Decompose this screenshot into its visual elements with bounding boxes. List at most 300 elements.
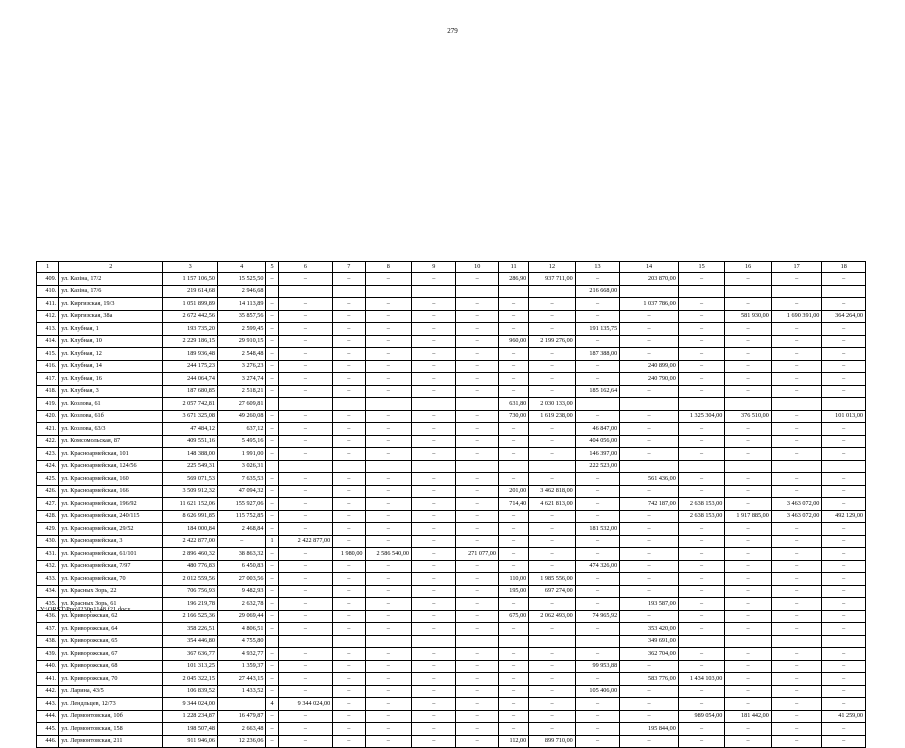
value-cell	[620, 285, 679, 298]
value-cell: –	[822, 610, 866, 623]
value-cell: –	[771, 735, 822, 748]
value-cell: –	[456, 560, 498, 573]
row-number-cell: 446.	[37, 735, 59, 748]
row-number-cell: 412.	[37, 310, 59, 323]
value-cell: –	[529, 423, 576, 436]
value-cell: –	[278, 310, 333, 323]
row-number-cell: 439.	[37, 648, 59, 661]
table-row	[37, 723, 866, 736]
value-cell: –	[678, 448, 725, 461]
value-cell: –	[498, 723, 528, 736]
value-cell: –	[725, 685, 772, 698]
value-cell: –	[365, 598, 412, 611]
value-cell: –	[456, 698, 498, 711]
value-cell: –	[498, 698, 528, 711]
value-cell: 1 228 234,87	[163, 710, 218, 723]
value-cell: 583 776,00	[620, 673, 679, 686]
value-cell: –	[575, 535, 619, 548]
row-number-cell: 411.	[37, 298, 59, 311]
value-cell: –	[620, 685, 679, 698]
value-cell: 240 899,00	[620, 360, 679, 373]
value-cell: –	[822, 598, 866, 611]
row-number-cell: 427.	[37, 498, 59, 511]
value-cell: –	[333, 623, 365, 636]
value-cell: –	[412, 373, 456, 386]
value-cell: –	[822, 523, 866, 536]
value-cell: 1 433,52	[217, 685, 266, 698]
value-cell: –	[333, 310, 365, 323]
value-cell: –	[575, 473, 619, 486]
value-cell: –	[456, 485, 498, 498]
value-cell: –	[456, 473, 498, 486]
value-cell	[278, 635, 333, 648]
value-cell: 3 463 072,00	[771, 510, 822, 523]
value-cell: –	[266, 485, 278, 498]
value-cell: –	[333, 423, 365, 436]
value-cell: –	[498, 360, 528, 373]
value-cell: –	[678, 535, 725, 548]
value-cell: –	[498, 473, 528, 486]
column-number-cell: 7	[333, 262, 365, 273]
value-cell: –	[678, 323, 725, 336]
value-cell: –	[575, 598, 619, 611]
value-cell: –	[456, 710, 498, 723]
value-cell: –	[725, 648, 772, 661]
value-cell: –	[278, 623, 333, 636]
value-cell: 1	[266, 535, 278, 548]
value-cell: –	[412, 735, 456, 748]
row-number-cell: 435.	[37, 598, 59, 611]
value-cell: –	[620, 585, 679, 598]
value-cell: –	[278, 710, 333, 723]
value-cell: –	[498, 373, 528, 386]
value-cell: –	[771, 523, 822, 536]
value-cell: 47 094,32	[217, 485, 266, 498]
row-number-cell: 426.	[37, 485, 59, 498]
value-cell: –	[333, 573, 365, 586]
value-cell: 16 479,87	[217, 710, 266, 723]
value-cell: –	[498, 423, 528, 436]
value-cell: –	[456, 673, 498, 686]
value-cell: 358 226,51	[163, 623, 218, 636]
value-cell: –	[498, 648, 528, 661]
value-cell: –	[529, 435, 576, 448]
value-cell: –	[771, 348, 822, 361]
value-cell: 376 510,00	[725, 410, 772, 423]
value-cell: 2 468,84	[217, 523, 266, 536]
value-cell: –	[365, 435, 412, 448]
value-cell: –	[365, 710, 412, 723]
value-cell: –	[822, 560, 866, 573]
value-cell: –	[365, 648, 412, 661]
value-cell: 3 276,23	[217, 360, 266, 373]
row-number-cell: 415.	[37, 348, 59, 361]
value-cell: 2 045 322,15	[163, 673, 218, 686]
value-cell: –	[333, 385, 365, 398]
value-cell: –	[498, 523, 528, 536]
row-number-cell: 436.	[37, 610, 59, 623]
value-cell: –	[678, 335, 725, 348]
value-cell: –	[278, 548, 333, 561]
value-cell: –	[678, 585, 725, 598]
value-cell: 2 199 276,00	[529, 335, 576, 348]
value-cell: 195 844,00	[620, 723, 679, 736]
value-cell: –	[278, 610, 333, 623]
column-number-cell: 5	[266, 262, 278, 273]
address-cell: ул. Казіна, 17/6	[59, 285, 163, 298]
value-cell: 354 446,80	[163, 635, 218, 648]
value-cell: –	[365, 348, 412, 361]
value-cell: –	[575, 310, 619, 323]
value-cell: 367 636,77	[163, 648, 218, 661]
value-cell: –	[771, 535, 822, 548]
value-cell: –	[771, 710, 822, 723]
value-cell: –	[620, 510, 679, 523]
value-cell: –	[620, 335, 679, 348]
value-cell: –	[365, 523, 412, 536]
value-cell: 27 003,56	[217, 573, 266, 586]
value-cell: –	[365, 660, 412, 673]
address-cell: ул. Лермонтовская, 211	[59, 735, 163, 748]
column-number-cell: 6	[278, 262, 333, 273]
value-cell: –	[456, 423, 498, 436]
address-cell: ул. Красных Зорь, 22	[59, 585, 163, 598]
value-cell: –	[725, 698, 772, 711]
value-cell: –	[822, 448, 866, 461]
value-cell: –	[217, 535, 266, 548]
value-cell: –	[365, 385, 412, 398]
value-cell: 2 599,45	[217, 323, 266, 336]
column-number-cell: 17	[771, 262, 822, 273]
value-cell	[529, 635, 576, 648]
value-cell: –	[365, 360, 412, 373]
value-cell: 2 638 153,00	[678, 510, 725, 523]
value-cell: –	[725, 323, 772, 336]
value-cell: –	[266, 548, 278, 561]
value-cell: –	[529, 598, 576, 611]
value-cell: 99 953,88	[575, 660, 619, 673]
value-cell: –	[822, 323, 866, 336]
value-cell: 4	[266, 698, 278, 711]
table-row	[37, 360, 866, 373]
value-cell: –	[333, 673, 365, 686]
value-cell: 8 626 991,85	[163, 510, 218, 523]
value-cell: 2 057 742,81	[163, 398, 218, 411]
value-cell: –	[822, 360, 866, 373]
value-cell: –	[333, 348, 365, 361]
table-row	[37, 673, 866, 686]
value-cell	[266, 398, 278, 411]
row-number-cell: 419.	[37, 398, 59, 411]
value-cell: –	[456, 598, 498, 611]
value-cell: 581 930,00	[725, 310, 772, 323]
value-cell: –	[266, 498, 278, 511]
value-cell: –	[456, 498, 498, 511]
value-cell: –	[333, 298, 365, 311]
value-cell: –	[278, 498, 333, 511]
value-cell: –	[498, 560, 528, 573]
value-cell: 2 012 559,56	[163, 573, 218, 586]
value-cell: 2 548,48	[217, 348, 266, 361]
value-cell	[620, 460, 679, 473]
value-cell: –	[412, 548, 456, 561]
value-cell: 1 917 885,00	[725, 510, 772, 523]
value-cell: –	[333, 685, 365, 698]
value-cell: –	[771, 548, 822, 561]
value-cell: –	[365, 410, 412, 423]
value-cell: –	[678, 698, 725, 711]
value-cell	[412, 285, 456, 298]
value-cell: –	[771, 435, 822, 448]
value-cell: 27 443,15	[217, 673, 266, 686]
table-row	[37, 635, 866, 648]
value-cell: –	[456, 385, 498, 398]
value-cell: –	[498, 623, 528, 636]
value-cell: –	[333, 498, 365, 511]
value-cell: –	[529, 448, 576, 461]
value-cell: 195,00	[498, 585, 528, 598]
value-cell	[333, 285, 365, 298]
value-cell: –	[266, 685, 278, 698]
value-cell: –	[529, 298, 576, 311]
value-cell: –	[278, 560, 333, 573]
row-number-cell: 409.	[37, 273, 59, 286]
address-cell: ул. Криворожская, 62	[59, 610, 163, 623]
value-cell	[529, 285, 576, 298]
row-number-cell: 425.	[37, 473, 59, 486]
value-cell: –	[725, 335, 772, 348]
value-cell: –	[725, 348, 772, 361]
value-cell: –	[365, 673, 412, 686]
value-cell	[365, 635, 412, 648]
value-cell: 474 326,00	[575, 560, 619, 573]
value-cell: –	[456, 685, 498, 698]
value-cell: 2 062 493,00	[529, 610, 576, 623]
column-number-cell: 15	[678, 262, 725, 273]
row-number-cell: 445.	[37, 723, 59, 736]
row-number-cell: 432.	[37, 560, 59, 573]
value-cell: 742 187,00	[620, 498, 679, 511]
value-cell: 222 523,00	[575, 460, 619, 473]
value-cell: 115 752,85	[217, 510, 266, 523]
table-row	[37, 448, 866, 461]
value-cell: –	[822, 435, 866, 448]
table-row	[37, 648, 866, 661]
value-cell: –	[822, 648, 866, 661]
value-cell: –	[412, 685, 456, 698]
value-cell: 2 166 525,36	[163, 610, 218, 623]
value-cell: 730,00	[498, 410, 528, 423]
value-cell: –	[412, 560, 456, 573]
value-cell: –	[678, 348, 725, 361]
value-cell: –	[456, 373, 498, 386]
table-row	[37, 560, 866, 573]
value-cell: 15 525,50	[217, 273, 266, 286]
column-number-cell: 14	[620, 262, 679, 273]
value-cell: –	[412, 523, 456, 536]
row-number-cell: 422.	[37, 435, 59, 448]
table-row	[37, 460, 866, 473]
value-cell: –	[678, 573, 725, 586]
value-cell: –	[678, 610, 725, 623]
value-cell: –	[725, 610, 772, 623]
value-cell: 3 509 912,32	[163, 485, 218, 498]
value-cell: –	[333, 473, 365, 486]
value-cell: –	[266, 273, 278, 286]
value-cell: –	[333, 735, 365, 748]
row-number-cell: 417.	[37, 373, 59, 386]
value-cell: 225 549,31	[163, 460, 218, 473]
value-cell	[498, 285, 528, 298]
table-row	[37, 273, 866, 286]
value-cell: 6 450,83	[217, 560, 266, 573]
value-cell	[456, 398, 498, 411]
column-number-cell: 13	[575, 262, 619, 273]
value-cell: –	[822, 373, 866, 386]
value-cell: –	[365, 585, 412, 598]
value-cell: –	[620, 660, 679, 673]
table-row	[37, 373, 866, 386]
value-cell: 637,12	[217, 423, 266, 436]
address-cell: ул. Криворожская, 64	[59, 623, 163, 636]
value-cell: –	[822, 473, 866, 486]
value-cell: –	[725, 423, 772, 436]
value-cell: –	[529, 373, 576, 386]
table-row	[37, 735, 866, 748]
value-cell: –	[412, 423, 456, 436]
value-cell: 2 632,78	[217, 598, 266, 611]
value-cell: 3 671 325,08	[163, 410, 218, 423]
address-cell: ул. Лермонтовская, 158	[59, 723, 163, 736]
value-cell: –	[412, 485, 456, 498]
value-cell: 47 484,12	[163, 423, 218, 436]
value-cell: –	[771, 323, 822, 336]
value-cell: 110,00	[498, 573, 528, 586]
value-cell: –	[678, 685, 725, 698]
value-cell: –	[365, 510, 412, 523]
value-cell: 1 991,00	[217, 448, 266, 461]
column-number-cell: 8	[365, 262, 412, 273]
value-cell	[822, 635, 866, 648]
value-cell: –	[266, 510, 278, 523]
value-cell: –	[529, 560, 576, 573]
value-cell: –	[365, 535, 412, 548]
value-cell: 271 077,00	[456, 548, 498, 561]
value-cell: –	[822, 623, 866, 636]
value-cell: –	[575, 360, 619, 373]
value-cell: –	[333, 610, 365, 623]
table-row	[37, 535, 866, 548]
value-cell: –	[266, 448, 278, 461]
value-cell: –	[333, 710, 365, 723]
value-cell: –	[456, 610, 498, 623]
value-cell: 187 680,85	[163, 385, 218, 398]
value-cell: –	[498, 510, 528, 523]
value-cell: 1 985 556,00	[529, 573, 576, 586]
value-cell: 244 175,23	[163, 360, 218, 373]
value-cell: 148 388,00	[163, 448, 218, 461]
value-cell	[529, 460, 576, 473]
value-cell: –	[620, 610, 679, 623]
value-cell: –	[456, 273, 498, 286]
value-cell: –	[529, 473, 576, 486]
value-cell: –	[498, 710, 528, 723]
value-cell: –	[725, 448, 772, 461]
value-cell: –	[333, 273, 365, 286]
value-cell: –	[456, 660, 498, 673]
table-row	[37, 548, 866, 561]
value-cell	[498, 635, 528, 648]
value-cell: –	[575, 498, 619, 511]
value-cell: –	[412, 573, 456, 586]
value-cell: –	[771, 423, 822, 436]
value-cell: –	[498, 598, 528, 611]
value-cell: 561 436,00	[620, 473, 679, 486]
value-cell: –	[266, 423, 278, 436]
value-cell: –	[822, 698, 866, 711]
value-cell: –	[278, 423, 333, 436]
value-cell: –	[529, 623, 576, 636]
value-cell: –	[620, 410, 679, 423]
value-cell: –	[333, 523, 365, 536]
address-cell: ул. Криворожская, 67	[59, 648, 163, 661]
data-table	[36, 261, 866, 748]
value-cell: 35 857,56	[217, 310, 266, 323]
value-cell: –	[365, 373, 412, 386]
value-cell: –	[412, 535, 456, 548]
value-cell: 2 586 540,00	[365, 548, 412, 561]
value-cell: –	[822, 585, 866, 598]
value-cell: –	[412, 310, 456, 323]
value-cell: –	[678, 423, 725, 436]
address-cell: ул. Казіна, 17/2	[59, 273, 163, 286]
column-number-cell: 11	[498, 262, 528, 273]
value-cell: 286,90	[498, 273, 528, 286]
value-cell: –	[365, 423, 412, 436]
value-cell	[822, 285, 866, 298]
value-cell: –	[365, 485, 412, 498]
column-number-cell: 1	[37, 262, 59, 273]
value-cell: –	[575, 335, 619, 348]
address-cell: ул. Клубная, 10	[59, 335, 163, 348]
value-cell: –	[620, 348, 679, 361]
column-number-cell: 9	[412, 262, 456, 273]
value-cell: 3 463 072,00	[771, 498, 822, 511]
value-cell: –	[498, 323, 528, 336]
value-cell	[456, 285, 498, 298]
value-cell: –	[266, 585, 278, 598]
value-cell: –	[498, 685, 528, 698]
value-cell: –	[266, 710, 278, 723]
address-cell: ул. Криворожская, 70	[59, 673, 163, 686]
address-cell: ул. Клубная, 1	[59, 323, 163, 336]
value-cell: –	[456, 323, 498, 336]
value-cell: –	[278, 448, 333, 461]
value-cell	[278, 398, 333, 411]
value-cell: –	[278, 323, 333, 336]
value-cell: –	[529, 385, 576, 398]
value-cell: –	[822, 673, 866, 686]
value-cell: –	[412, 435, 456, 448]
value-cell: 1 619 238,00	[529, 410, 576, 423]
value-cell: –	[365, 698, 412, 711]
value-cell: –	[529, 548, 576, 561]
value-cell	[266, 460, 278, 473]
value-cell: –	[620, 548, 679, 561]
value-cell: –	[822, 298, 866, 311]
value-cell	[771, 460, 822, 473]
value-cell: –	[498, 448, 528, 461]
